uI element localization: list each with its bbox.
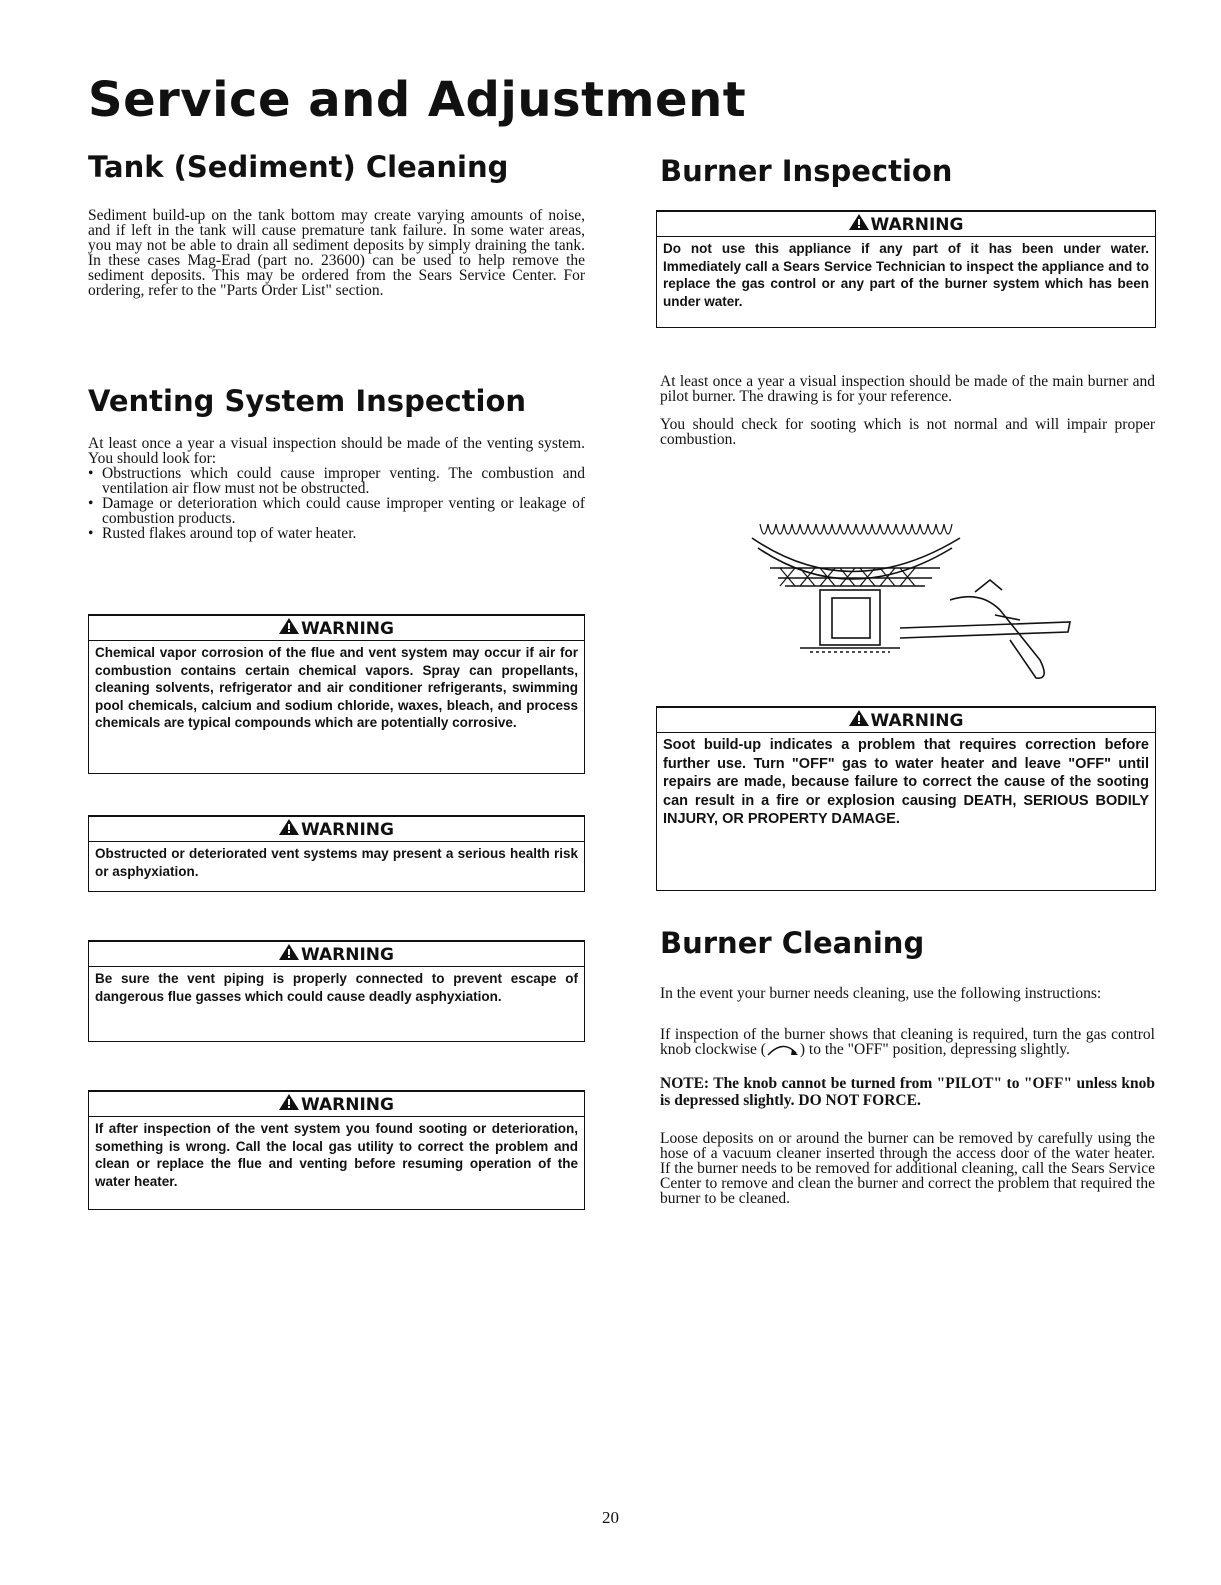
venting-intro: At least once a year a visual inspection should be made of the venting system. You should look for: (88, 435, 585, 467)
burner-cleaning-note: NOTE: The knob cannot be turned from "PILOT" to "OFF" unless knob is depressed slightly. DO NOT FORCE. (660, 1075, 1155, 1110)
warning-text: Soot build-up indicates a problem that requires correction before further use. Turn "OFF" gas to water heater and leave "OFF" until repairs are made, because failure to correct the cause of the sooting can result in a fire or explosion causing DEATH, SERIOUS BODILY INJURY, OR PROPERTY DAMAGE. (663, 737, 1149, 827)
warning-header (88, 942, 585, 967)
warning-header (656, 212, 1156, 237)
warning-triangle-icon (279, 1094, 299, 1110)
tank-cleaning-paragraph: Sediment build-up on the tank bottom may create varying amounts of noise, and if left in the tank will cause premature tank failure. In some water areas, you may not be able to drain all sediment deposits by simply draining the tank. In these cases Mag-Erad (part no. 23600) can be used to help remove the sediment deposits. This may be ordered from the Sears Service Center. For ordering, refer to the "Parts Order List" section. (88, 207, 585, 299)
burner-cleaning-knob-paragraph (660, 1027, 1155, 1057)
warning-label: WARNING (870, 215, 964, 235)
warning-box-vent-piping (88, 940, 585, 1042)
list-item: • Damage or deterioration which could cause improper venting or leakage of combustion products. (88, 495, 585, 527)
venting-inspection-text (88, 436, 585, 541)
burner-drawing (740, 520, 1090, 690)
warning-text: Be sure the vent piping is properly connected to prevent escape of dangerous flue gasses which could cause deadly asphyxiation. (95, 971, 578, 1004)
warning-box-under-water (656, 210, 1156, 328)
clockwise-arrow-icon (766, 1043, 800, 1057)
burner-cleaning-intro: In the event your burner needs cleaning, use the following instructions: (660, 985, 1102, 1002)
burner-illustration (740, 520, 1090, 690)
venting-inspection-heading: Venting System Inspection (88, 384, 527, 418)
warning-header (88, 1092, 585, 1117)
tank-cleaning-text (88, 208, 585, 311)
burner-cleaning-heading: Burner Cleaning (660, 926, 925, 960)
warning-triangle-icon (279, 944, 299, 960)
warning-text: Chemical vapor corrosion of the flue and vent system may occur if air for combustion contains certain chemical vapors. Spray can propellants, cleaning solvents, refrigerator and air conditioner refrigerants, swimming pool chemicals, calcium and sodium chloride, waxes, bleach, and process chemicals are typical compounds which are potentially corrosive. (95, 645, 578, 730)
page-number: 20 (602, 1508, 619, 1527)
burner-inspection-heading: Burner Inspection (660, 154, 953, 188)
warning-box-chemical-vapor (88, 614, 585, 774)
warning-header (88, 817, 585, 842)
knob-text-after: ) to the "OFF" position, depressing slightly. (799, 1041, 1070, 1058)
warning-label: WARNING (301, 820, 394, 840)
warning-box-soot-buildup (656, 706, 1156, 891)
list-item: • Rusted flakes around top of water heater. (88, 525, 357, 542)
warning-text: Obstructed or deteriorated vent systems may present a serious health risk or asphyxiation. (95, 846, 578, 879)
list-item-text: Obstructions which could cause improper venting. The combustion and ventilation air flow must not be obstructed. (102, 465, 585, 497)
warning-text: Do not use this appliance if any part of it has been under water. Immediately call a Sears Service Technician to inspect the appliance and to replace the gas control or any part of the burner system which has been under water. (663, 241, 1149, 309)
list-item: • Obstructions which could cause improper venting. The combustion and ventilation air flow must not be obstructed. (88, 465, 585, 497)
warning-text: If after inspection of the vent system you found sooting or deterioration, something is wrong. Call the local gas utility to correct the problem and clean or replace the flue and venting before resuming operation of the water heater. (95, 1121, 578, 1189)
warning-label: WARNING (301, 945, 394, 965)
warning-triangle-icon (849, 214, 869, 230)
burner-inspection-paragraph: At least once a year a visual inspection should be made of the main burner and pilot burner. The drawing is for your reference. (660, 373, 1155, 405)
warning-triangle-icon (279, 819, 299, 835)
warning-label: WARNING (301, 1095, 394, 1115)
warning-header (656, 708, 1156, 733)
warning-header (88, 616, 585, 641)
burner-inspection-text (660, 374, 1155, 460)
list-item-text: Rusted flakes around top of water heater. (102, 525, 357, 542)
list-item-text: Damage or deterioration which could cause improper venting or leakage of combustion products. (102, 495, 585, 527)
warning-box-sooting (88, 1090, 585, 1210)
burner-cleaning-paragraph: Loose deposits on or around the burner can be removed by carefully using the hose of a vacuum cleaner inserted through the access door of the water heater. If the burner needs to be removed for additional cleaning, call the Sears Service Center to remove and clean the burner and correct the problem that required the burner to be cleaned. (660, 1130, 1155, 1208)
page-title: Service and Adjustment (88, 72, 747, 128)
burner-cleaning-text (660, 986, 1155, 1219)
warning-box-obstructed-vent (88, 815, 585, 892)
warning-label: WARNING (870, 711, 964, 731)
venting-checklist (88, 466, 585, 541)
knob-text-before: If inspection of the burner shows that cleaning is required, turn the gas control knob clockwise ( (660, 1026, 1155, 1058)
tank-cleaning-heading: Tank (Sediment) Cleaning (88, 150, 509, 184)
warning-triangle-icon (849, 710, 869, 726)
warning-triangle-icon (279, 618, 299, 634)
burner-inspection-paragraph: You should check for sooting which is not normal and will impair proper combustion. (660, 416, 1155, 448)
warning-label: WARNING (301, 619, 394, 639)
